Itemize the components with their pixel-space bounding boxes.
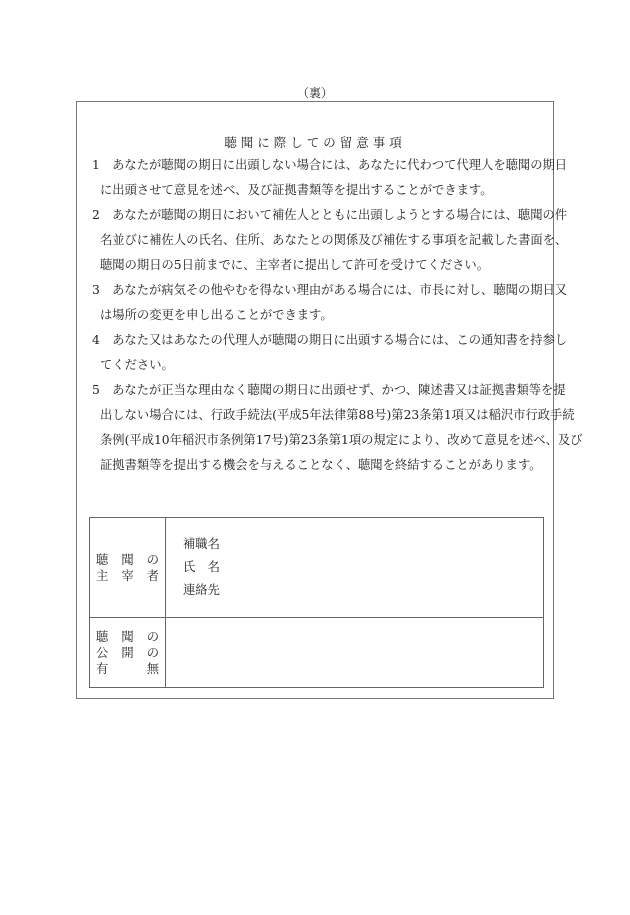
label-char: 聞	[121, 629, 134, 644]
label-char: の	[146, 629, 159, 644]
publicity-value	[166, 618, 544, 688]
page-side-label: （裏）	[296, 86, 333, 100]
presider-fields	[166, 518, 544, 618]
label-char: の	[146, 645, 159, 660]
label-char: の	[146, 552, 159, 567]
presider-label	[90, 518, 166, 618]
notice-item-3: 3 あなたが病気その他やむを得ない理由がある場合には、市長に対し、聴聞の期日又	[92, 283, 568, 297]
notice-item-2: 2 あなたが聴聞の期日において補佐人とともに出頭しようとする場合には、聴聞の件	[92, 208, 568, 222]
notice-item-1: 1 あなたが聴聞の期日に出頭しない場合には、あなたに代わつて代理人を聴聞の期日	[92, 158, 568, 172]
publicity-label	[90, 618, 166, 688]
label-char: 開	[121, 645, 134, 660]
label-char: 主	[96, 568, 109, 583]
label-char: 宰	[121, 568, 134, 583]
label-char: 聞	[121, 552, 134, 567]
presider-row	[90, 518, 544, 618]
label-char: 有	[96, 661, 109, 676]
notice-item-4-continued: てください。	[100, 358, 174, 372]
notice-item-1-continued: に出頭させて意見を述べ、及び証拠書類等を提出することができます。	[100, 183, 493, 197]
presider-table	[89, 517, 544, 688]
notice-item-5-continued: 証拠書類等を提出する機会を与えることなく、聴聞を終結することがあります。	[100, 458, 542, 472]
notice-item-4: 4 あなた又はあなたの代理人が聴聞の期日に出頭する場合には、この通知書を持参し	[92, 333, 568, 347]
publicity-row	[90, 618, 544, 688]
notice-item-5-continued: 出しない場合には、行政手続法(平成5年法律第88号)第23条第1項又は稲沢市行政手続	[100, 408, 575, 422]
label-char: 聴	[96, 629, 109, 644]
page-title: 聴聞に際しての留意事項	[224, 135, 406, 150]
notice-item-5-continued: 条例(平成10年稲沢市条例第17号)第23条第1項の規定により、改めて意見を述べ、及び	[100, 433, 583, 447]
notice-item-2-continued: 名並びに補佐人の氏名、住所、あなたとの関係及び補佐する事項を記載した書面を、	[100, 233, 568, 247]
label-char: 無	[146, 661, 159, 676]
field-contact: 連絡先	[183, 583, 220, 597]
field-name: 氏 名	[183, 560, 220, 574]
notice-item-2-continued: 聴聞の期日の5日前までに、主宰者に提出して許可を受けてください。	[100, 258, 490, 272]
notice-item-5: 5 あなたが正当な理由なく聴聞の期日に出頭せず、かつ、陳述書又は証拠書類等を提	[92, 383, 566, 397]
label-char: 聴	[96, 552, 109, 567]
label-char: 者	[146, 568, 159, 583]
label-char: 公	[96, 645, 109, 660]
notice-item-3-continued: は場所の変更を申し出ることができます。	[100, 308, 333, 322]
field-position: 補職名	[183, 537, 220, 551]
